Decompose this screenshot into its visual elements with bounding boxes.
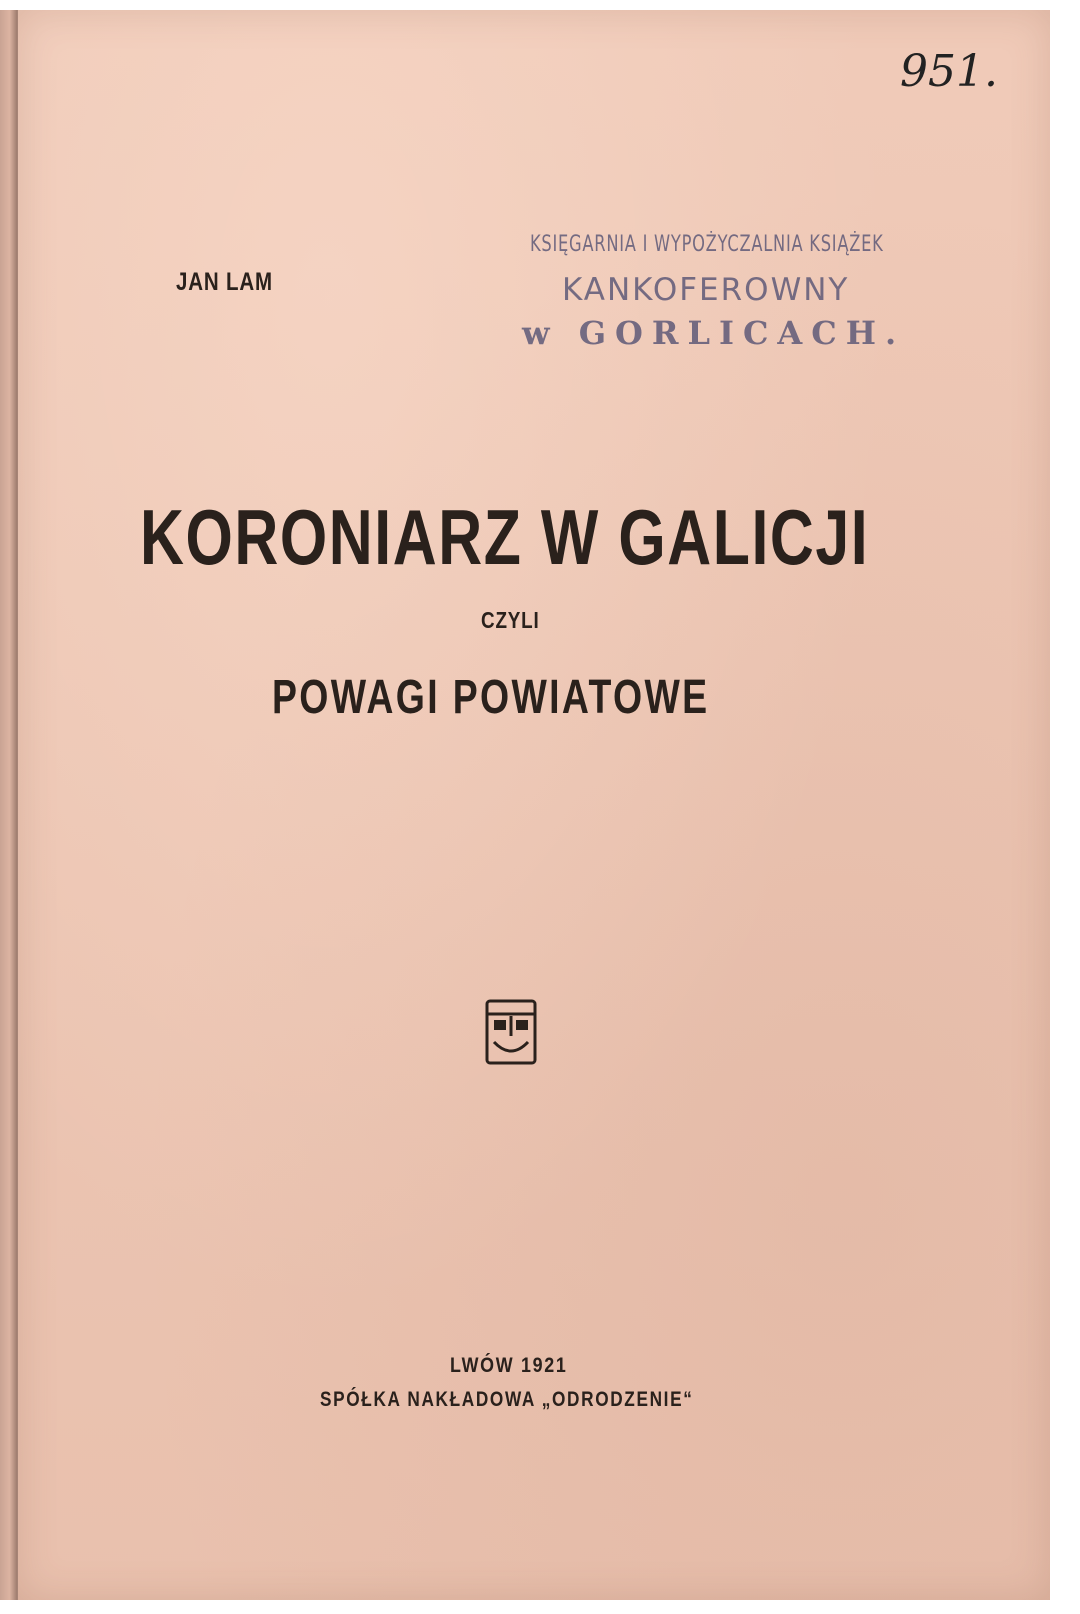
catalog-number: 951.	[900, 46, 998, 97]
author-name: JAN LAM	[176, 268, 273, 296]
title-connector: CZYLI	[481, 607, 540, 633]
book-title: KORONIARZ W GALICJI	[140, 493, 870, 581]
stamp-line-1: KSIĘGARNIA I WYPOŻYCZALNIA KSIĄŻEK	[530, 232, 884, 257]
publisher-emblem-icon	[484, 998, 538, 1066]
imprint-place-year: LWÓW 1921	[450, 1354, 568, 1377]
stamp-line-2: KANKOFEROWNY	[562, 272, 850, 308]
book-subtitle: POWAGI POWIATOWE	[272, 671, 710, 724]
imprint-publisher: SPÓŁKA NAKŁADOWA „ODRODZENIE“	[320, 1388, 694, 1411]
stamp-line-3: w GORLICACH.	[522, 314, 906, 352]
title-page	[18, 10, 1050, 1600]
